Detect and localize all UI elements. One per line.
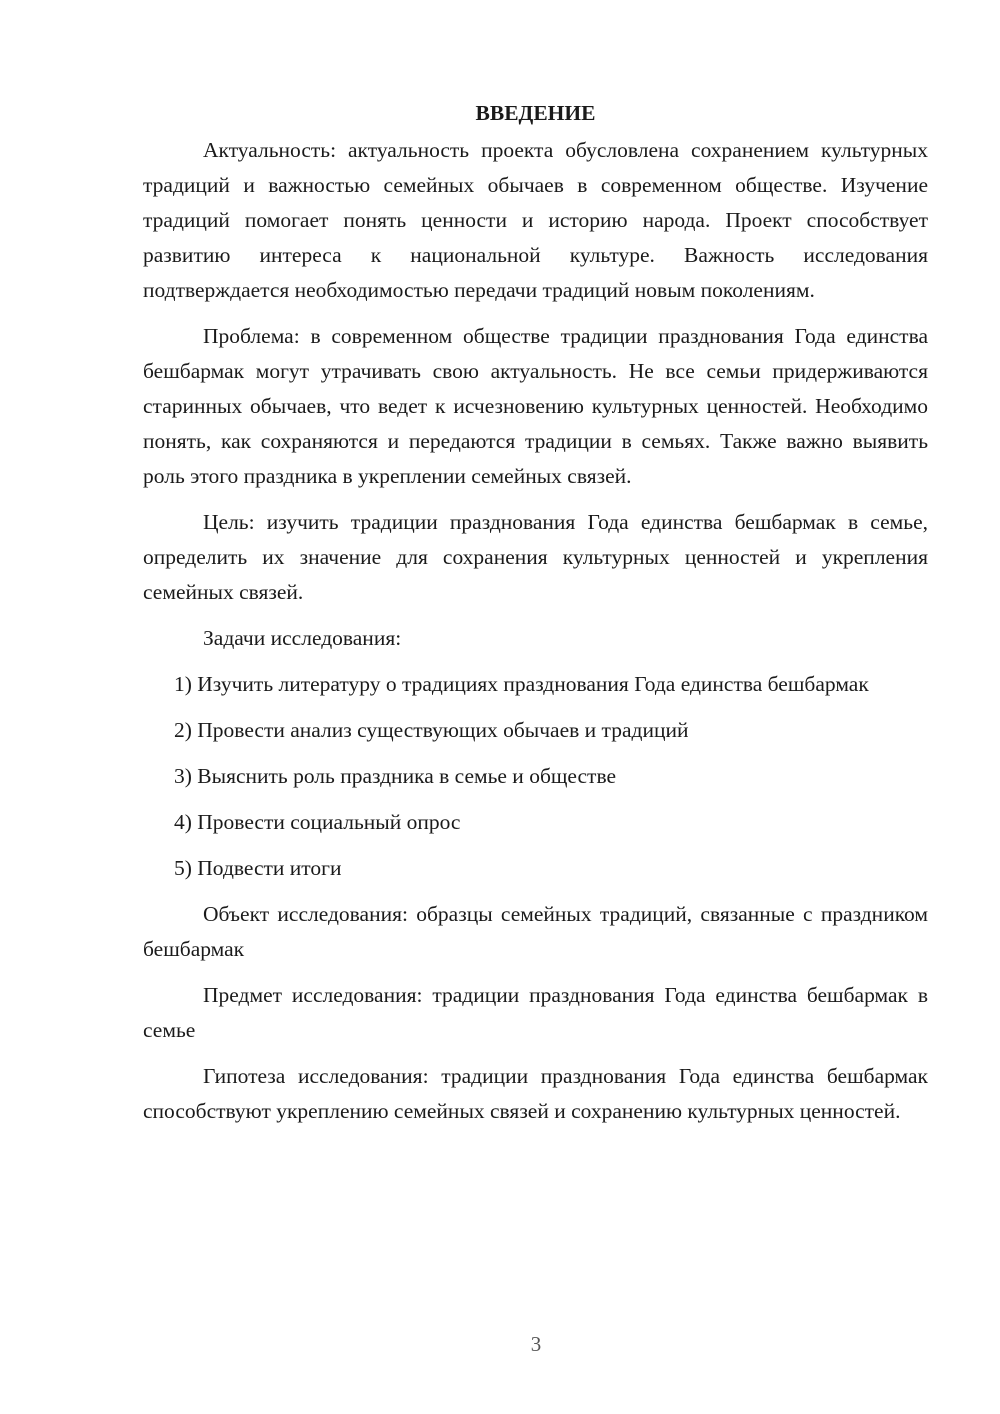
page-number: 3: [530, 1332, 542, 1356]
paragraph-problem: Проблема: в современном обществе традиции празднования Года единства бешбармак могут утрачивать свою актуальность. Не все семьи придерживаются старинных обычаев, что ведет к исчезновению культурных ценностей. Необходимо понять, как сохраняются и передаются традиции в семьях. Также важно выявить роль этого праздника в укреплении семейных связей.: [143, 324, 928, 488]
paragraph-object: Объект исследования: образцы семейных традиций, связанные с праздником бешбармак: [143, 902, 928, 961]
list-item: 3) Выяснить роль праздника в семье и обществе: [174, 764, 617, 788]
paragraph-tasks-heading: Задачи исследования:: [203, 626, 402, 650]
list-item: 1) Изучить литературу о традициях празднования Года единства бешбармак: [174, 672, 869, 696]
list-item: 2) Провести анализ существующих обычаев и традиций: [174, 718, 689, 742]
paragraph-hypothesis: Гипотеза исследования: традиции празднования Года единства бешбармак способствуют укреплению семейных связей и сохранению культурных ценностей.: [143, 1064, 928, 1123]
paragraph-subject: Предмет исследования: традиции празднования Года единства бешбармак в семье: [143, 983, 928, 1042]
list-item: 4) Провести социальный опрос: [174, 810, 461, 834]
page-content: [143, 96, 928, 1140]
section-heading: ВВЕДЕНИЕ: [475, 101, 596, 125]
paragraph-goal: Цель: изучить традиции празднования Года единства бешбармак в семье, определить их значение для сохранения культурных ценностей и укрепления семейных связей.: [143, 510, 928, 604]
list-item: 5) Подвести итоги: [174, 856, 342, 880]
paragraph-relevance: Актуальность: актуальность проекта обусловлена сохранением культурных традиций и важностью семейных обычаев в современном обществе. Изучение традиций помогает понять ценности и историю народа. Проект способствует развитию интереса к национальной культуре. Важность исследования подтверждается необходимостью передачи традиций новым поколениям.: [143, 138, 928, 302]
tasks-list: [143, 667, 928, 886]
